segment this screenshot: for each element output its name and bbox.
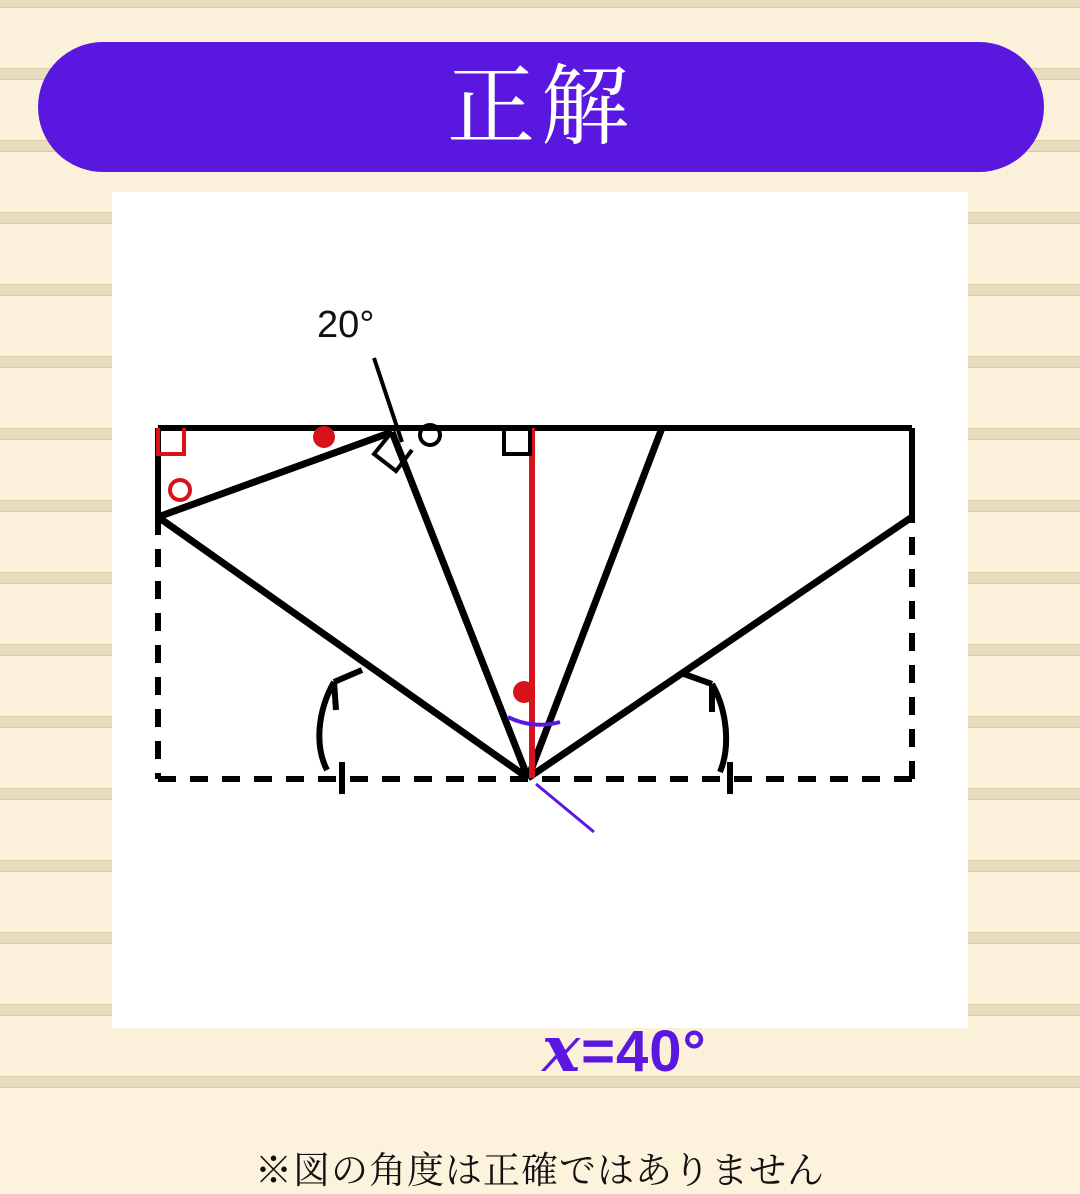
- marker-open-circle-left: [170, 480, 190, 500]
- answer-variable: x: [542, 1012, 582, 1087]
- fold-line-upper-left: [158, 432, 392, 517]
- title-banner: [38, 42, 1044, 172]
- paper-rule-line: [0, 0, 1080, 8]
- answer-value: =40°: [581, 1019, 707, 1084]
- right-angle-marker-center: [504, 428, 530, 454]
- answer-label: [542, 1012, 707, 1087]
- page-title: 正解: [446, 57, 635, 156]
- fold-arrow-right-head: [684, 674, 712, 712]
- figure-card: [112, 192, 968, 1191]
- marker-dot-lower: [513, 681, 535, 703]
- marker-dot-upper: [313, 426, 335, 448]
- geometry-figure: [112, 192, 968, 1028]
- fold-line-left-long: [158, 517, 528, 778]
- fold-arrow-left-arc: [319, 682, 334, 770]
- right-angle-marker-top-left: [158, 428, 184, 454]
- answer-pointer-line: [536, 784, 594, 832]
- figure-note: ※図の角度は正確ではありません: [255, 1150, 825, 1191]
- angle-label-20: 20°: [317, 304, 375, 346]
- fold-arrow-left-head: [334, 670, 362, 710]
- fold-line-right-long: [528, 517, 912, 778]
- paper-rule-line: [0, 1076, 1080, 1088]
